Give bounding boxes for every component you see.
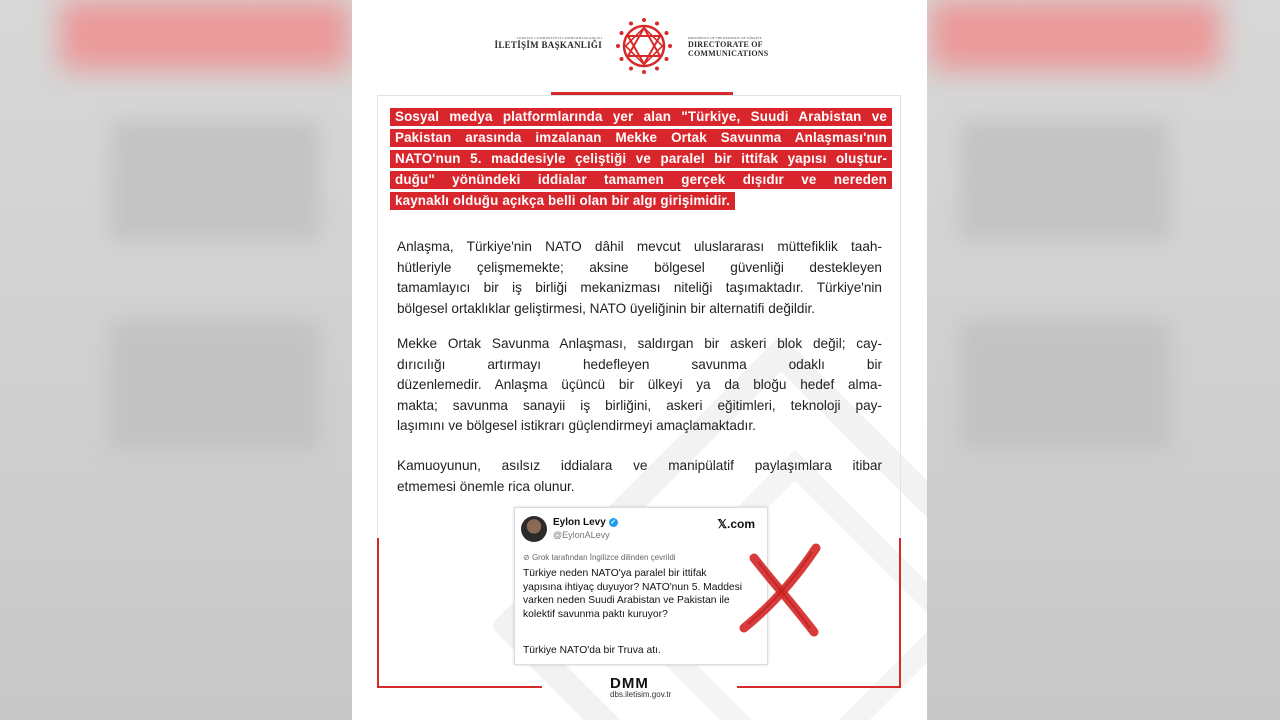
frame-line (900, 95, 901, 545)
document-header (352, 14, 927, 80)
paragraph-line: laşımını ve bölgesel istikrarı güçlendirmeyi amaçlamaktadır. (397, 418, 756, 433)
backdrop-blur-right (930, 0, 1220, 70)
frame-accent (899, 538, 901, 688)
body-paragraph-3 (397, 456, 882, 497)
tweet-body (523, 567, 763, 621)
header-tr-title: İLETİŞİM BAŞKANLIĞI (494, 40, 602, 50)
embedded-tweet (514, 507, 768, 665)
body-paragraph-1 (397, 237, 882, 319)
backdrop-block (110, 320, 320, 450)
header-tr-block (495, 36, 602, 50)
paragraph-line: düzenlemedir. Anlaşma üçüncü bir ülkeyi ya da bloğu hedef alma- (397, 377, 882, 392)
backdrop-block (110, 120, 320, 240)
paragraph-line: bölgesel ortaklıklar geliştirmesi, NATO üyeliğinin bir alternatifi değildir. (397, 300, 816, 316)
header-en-block (688, 36, 768, 58)
tweet-translation-text: Grok tarafından İngilizce dilinden çevrildi (531, 553, 676, 562)
frame-accent (377, 538, 379, 688)
backdrop-blur-left (60, 0, 350, 70)
header-en-small: PRESIDENCY OF THE REPUBLIC OF TÜRKİYE (688, 36, 762, 40)
body-paragraph-2 (397, 334, 882, 437)
header-en-title-1: DIRECTORATE OF (688, 40, 763, 49)
paragraph-line: Anlaşma, Türkiye'nin NATO dâhil mevcut uluslararası müttefiklik taah- (397, 239, 882, 254)
tweet-author-name (553, 517, 618, 528)
backdrop-block (960, 320, 1170, 450)
tweet-body-line: Türkiye neden NATO'ya paralel bir ittifak (523, 568, 707, 579)
header-en-title-2: COMMUNICATIONS (688, 49, 769, 58)
frame-accent (737, 686, 901, 688)
paragraph-line: hütleriyle çelişmemekte; aksine bölgesel güvenliği destekleyen (397, 259, 882, 275)
lead-statement (390, 108, 892, 213)
frame-line (377, 95, 901, 96)
tweet-body-line: yapısına ihtiyaç duyuyor? NATO'nun 5. Maddesi (523, 581, 743, 593)
paragraph-line: tamamlayıcı bir iş birliği mekanizması niteliği taşımaktadır. Türkiye'nin (397, 280, 882, 295)
avatar (521, 516, 547, 542)
verified-badge-icon: ✓ (610, 518, 617, 526)
tweet-source: 𝕏.com (717, 517, 755, 531)
tweet-footer-line: Türkiye NATO'da bir Truva atı. (523, 645, 661, 656)
red-cross-icon (736, 540, 826, 640)
lead-line: duğu" yönündeki iddialar tamamen gerçek dışıdır ve nereden (390, 171, 892, 189)
header-tr-small: TÜRKİYE CUMHURİYETİ CUMHURBAŞKANLIĞI (516, 36, 602, 40)
tweet-body-line: varken neden Suudi Arabistan ve Pakistan ile (523, 595, 730, 606)
paragraph-line: Kamuoyunun, asılsız iddialara ve manipülatif paylaşımlara itibar (397, 458, 882, 473)
dmm-logo: DMM (610, 675, 649, 692)
translate-icon: ⊘ (523, 553, 530, 562)
backdrop-block (960, 120, 1170, 240)
lead-line: Pakistan arasında imzalanan Mekke Ortak Savunma Anlaşması'nın (390, 129, 892, 147)
lead-line: kaynaklı olduğu açıkça belli olan bir algı girişimidir. (390, 192, 735, 210)
presidential-emblem-icon (614, 16, 674, 76)
frame-line (377, 95, 378, 545)
paragraph-line: dırıcılığı artırmayı hedefleyen savunma odaklı bir (397, 356, 882, 372)
paragraph-line: makta; savunma sanayii iş birliğini, askeri eğitimleri, teknoloji pay- (397, 397, 882, 413)
tweet-translation-note (523, 553, 676, 562)
paragraph-line: Mekke Ortak Savunma Anlaşması, saldırgan bir askeri blok değil; cay- (397, 336, 882, 351)
tweet-author-handle: @EylonALevy (553, 530, 610, 540)
lead-line: NATO'nun 5. maddesiyle çeliştiği ve paralel bir ittifak yapısı oluştur- (390, 150, 892, 168)
frame-accent (377, 686, 542, 688)
tweet-author-name-text: Eylon Levy (553, 517, 606, 528)
lead-line: Sosyal medya platformlarında yer alan "Türkiye, Suudi Arabistan ve (390, 108, 892, 126)
tweet-body-line: kolektif savunma paktı kuruyor? (523, 608, 668, 620)
footer-website: dbs.iletisim.gov.tr (610, 690, 672, 699)
document-card (352, 0, 927, 720)
paragraph-line: etmemesi önemle rica olunur. (397, 478, 575, 494)
